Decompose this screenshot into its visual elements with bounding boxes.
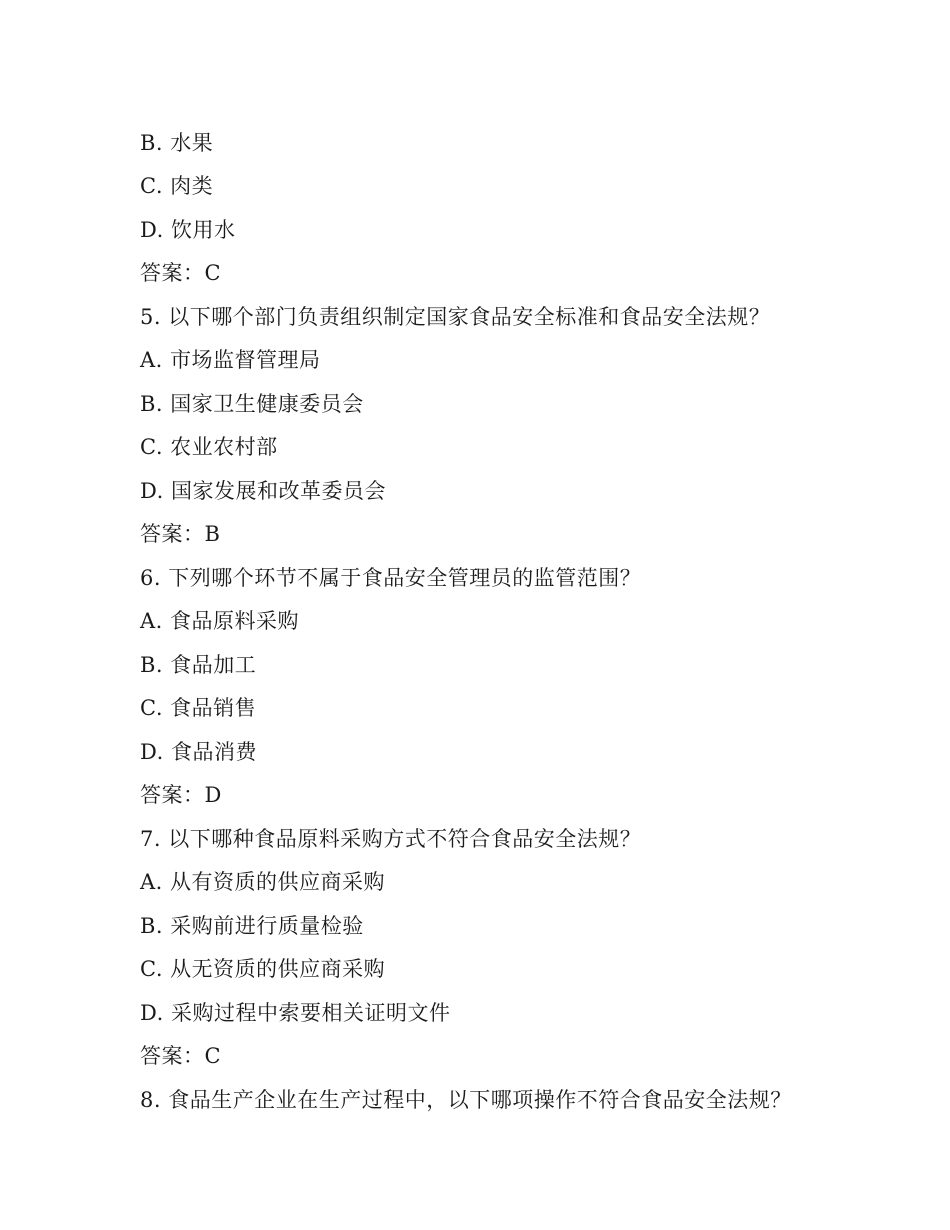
option-line: D. 饮用水 bbox=[140, 218, 236, 242]
answer-line: 答案：C bbox=[140, 261, 222, 285]
answer-line: 答案：D bbox=[140, 783, 222, 807]
question-line: 8. 食品生产企业在生产过程中，以下哪项操作不符合食品安全法规？ bbox=[140, 1088, 792, 1112]
option-line: D. 采购过程中索要相关证明文件 bbox=[140, 1001, 451, 1025]
answer-line: 答案：B bbox=[140, 522, 221, 546]
option-line: A. 市场监督管理局 bbox=[140, 348, 321, 372]
option-line: B. 水果 bbox=[140, 131, 214, 155]
option-line: B. 食品加工 bbox=[140, 653, 257, 677]
question-line: 7. 以下哪种食品原料采购方式不符合食品安全法规？ bbox=[140, 827, 642, 851]
option-line: C. 农业农村部 bbox=[140, 435, 278, 459]
option-line: B. 国家卫生健康委员会 bbox=[140, 392, 364, 416]
answer-line: 答案：C bbox=[140, 1044, 222, 1068]
option-line: B. 采购前进行质量检验 bbox=[140, 914, 364, 938]
option-line: C. 食品销售 bbox=[140, 696, 257, 720]
option-line: C. 肉类 bbox=[140, 174, 214, 198]
question-line: 6. 下列哪个环节不属于食品安全管理员的监管范围？ bbox=[140, 566, 642, 590]
option-line: C. 从无资质的供应商采购 bbox=[140, 957, 386, 981]
option-line: D. 国家发展和改革委员会 bbox=[140, 479, 386, 503]
option-line: A. 从有资质的供应商采购 bbox=[140, 870, 386, 894]
question-line: 5. 以下哪个部门负责组织制定国家食品安全标准和食品安全法规？ bbox=[140, 305, 771, 329]
option-line: A. 食品原料采购 bbox=[140, 609, 300, 633]
option-line: D. 食品消费 bbox=[140, 740, 257, 764]
